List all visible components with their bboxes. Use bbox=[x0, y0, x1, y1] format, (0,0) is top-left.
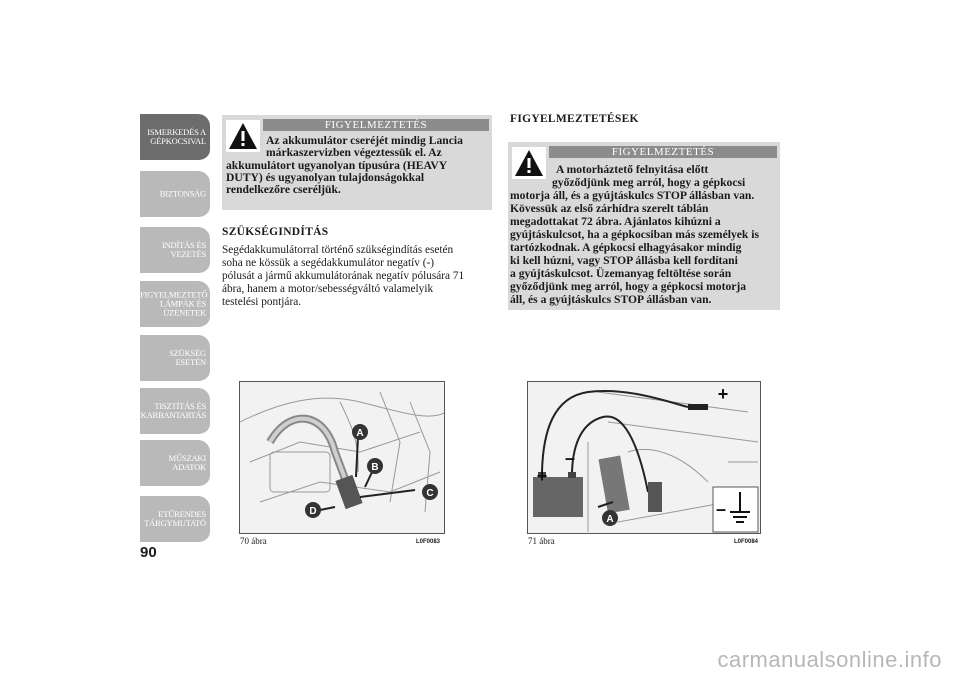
tab-muszaki-adatok[interactable] bbox=[140, 440, 210, 488]
warning-box-right bbox=[508, 142, 780, 310]
warning-line: tartózkodnak. A gépkocsi elhagyásakor mindig bbox=[510, 241, 742, 254]
callout-c-label: C bbox=[426, 488, 434, 499]
tab-label: INDÍTÁS ÉS VEZETÉS bbox=[161, 240, 206, 259]
callout-a-label: A bbox=[606, 514, 614, 525]
body-line: ábra, hanem a motor/sebességváltó valamelyik bbox=[222, 283, 434, 295]
warning-line: rendelkezőre cseréljük. bbox=[226, 183, 341, 196]
section-title-figyelmeztetesek: FIGYELMEZTETÉSEK bbox=[510, 113, 639, 125]
warning-line: A motorháztető felnyitása előtt bbox=[556, 163, 709, 176]
section-title-szuksegINDITAS: SZÜKSÉGINDÍTÁS bbox=[222, 226, 329, 238]
battery-clamp-illustration bbox=[240, 382, 445, 534]
body-line: soha ne kössük a segédakkumulátor negatív (-) bbox=[222, 257, 435, 269]
tab-label: MŰSZAKI ADATOK bbox=[168, 453, 206, 472]
tab-targymutato[interactable] bbox=[140, 496, 210, 544]
booster-minus-symbol: – bbox=[564, 448, 576, 468]
figure-71 bbox=[527, 381, 761, 534]
warning-box-left bbox=[222, 115, 492, 210]
tab-label: FIGYELMEZTETŐ LÁMPÁK ÉS ÜZENETEK bbox=[140, 289, 208, 318]
tab-label: TISZTÍTÁS ÉS KARBANTARTÁS bbox=[140, 401, 206, 420]
warning-header: FIGYELMEZTETÉS bbox=[549, 146, 777, 158]
body-line: testelési pontjára. bbox=[222, 296, 302, 308]
figure-71-caption: 71 ábra bbox=[528, 536, 555, 546]
warning-line: győződjünk meg arról, hogy a gépkocsi bbox=[552, 176, 746, 189]
warning-line: megadottakat 72 ábra. Ajánlatos kihúzni a bbox=[510, 215, 721, 228]
warning-line: DUTY) és ugyanolyan tulajdonságokkal bbox=[226, 171, 425, 184]
figure-70-code: L0F0083 bbox=[416, 539, 441, 545]
jump-start-illustration bbox=[528, 382, 761, 534]
tab-label: ETŰRENDES TÁRGYMUTATÓ bbox=[144, 509, 206, 528]
warning-header: FIGYELMEZTETÉS bbox=[263, 119, 489, 131]
tab-inditas[interactable] bbox=[140, 227, 210, 275]
tab-figyelmezteto-lampak[interactable] bbox=[140, 281, 210, 329]
warning-line: Kövessük az első zárhídra szerelt táblán bbox=[510, 202, 709, 215]
warning-line: a gyújtáskulcsot. Üzemanyag feltöltése során bbox=[510, 267, 732, 280]
warning-line: áll, és a gyújtáskulcs STOP állásban van. bbox=[510, 293, 712, 306]
watermark: carmanualsonline.info bbox=[717, 647, 942, 672]
tab-szukseg-eseten[interactable] bbox=[140, 335, 210, 383]
warning-line: gyújtáskulcsot, ha a gépkocsiban más személyek is bbox=[510, 228, 759, 241]
body-line: Segédakkumulátorral történő szükségindítás esetén bbox=[222, 244, 454, 256]
warning-line: akkumulátort ugyanolyan típusúra (HEAVY bbox=[226, 159, 448, 172]
car-plus-symbol: + bbox=[717, 384, 729, 404]
callout-b-label: B bbox=[371, 462, 379, 473]
tab-tisztitas[interactable] bbox=[140, 388, 210, 436]
callout-a-label: A bbox=[356, 428, 364, 439]
tab-label: BIZTONSÁG bbox=[159, 188, 206, 199]
page-number: 90 bbox=[140, 544, 157, 561]
tab-ismerkedes[interactable] bbox=[140, 114, 210, 162]
warning-triangle-icon bbox=[512, 147, 546, 179]
tab-biztonsag[interactable] bbox=[140, 171, 210, 219]
warning-line: Az akkumulátor cseréjét mindig Lancia bbox=[266, 134, 463, 147]
callout-d-label: D bbox=[309, 506, 317, 517]
figure-70-caption: 70 ábra bbox=[240, 536, 267, 546]
warning-triangle-icon bbox=[226, 120, 260, 152]
tab-label: ISMERKEDÉS A GÉPKOCSIVAL bbox=[147, 127, 206, 146]
figure-70 bbox=[239, 381, 445, 534]
warning-line: ki kell húzni, vagy STOP állásba kell fordítani bbox=[510, 254, 738, 267]
warning-line: márkaszervizben végeztessük el. Az bbox=[266, 146, 442, 159]
booster-plus-symbol: + bbox=[536, 466, 548, 486]
body-line: pólusát a jármű akkumulátorának negatív pólusára 71 bbox=[222, 270, 465, 282]
warning-line: győződjünk meg arról, hogy a gépkocsi motorja bbox=[510, 280, 747, 293]
figure-71-code: L0F0084 bbox=[734, 539, 759, 545]
warning-line: motorja áll, és a gyújtáskulcs STOP állásban van. bbox=[510, 189, 755, 202]
ground-minus-symbol: – bbox=[715, 499, 727, 519]
tab-label: SZÜKSÉG ESETÉN bbox=[169, 348, 206, 367]
